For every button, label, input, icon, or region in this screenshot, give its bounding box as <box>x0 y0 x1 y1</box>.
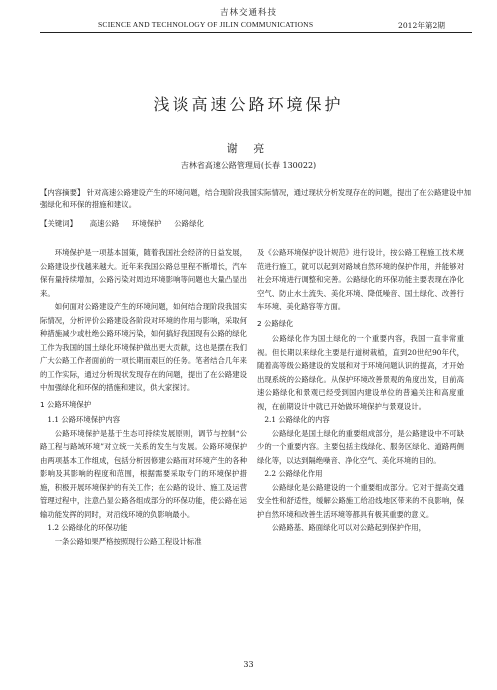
body-paragraph: 公路绿化是公路建设的一个重要组成部分。它对于提高交通安全性和舒适性，缓解公路施工给沿线地区带来的不良影响，保护自然环境和改善生活环境等都具有极其重要的意义。 <box>257 482 464 519</box>
author-affiliation: 吉林省高速公路管理局(长春 130022) <box>180 161 317 170</box>
journal-name-cn: 吉林交通科技 <box>219 8 277 18</box>
header-rule <box>40 32 472 33</box>
subsection-heading: 1.2 公路绿化的环保功能 <box>47 523 128 532</box>
keyword: 公路绿化 <box>174 219 204 228</box>
keywords-label: 【关键词】 <box>40 219 77 228</box>
body-paragraph: 如何面对公路建设产生的环境问题，如何结合现阶段我国实际情况，分析评价公路建设各阶段对环境的作用与影响，采取何种措施减少或杜绝公路环境污染，如何搞好我国现有公路的绿化工作为我国的国土绿化环境保护做出更大贡献，这也是摆在我们广大公路工作者面前的一项长期而艰巨的任务。笔者结合几年来的工作实际，通过分析现状发现存在的问题，提出了在公路建设中加强绿化和环保的措施和建议，供大家探讨。 <box>40 302 247 392</box>
body-column-right <box>257 246 464 535</box>
issue-label: 2012年第2期 <box>398 21 445 30</box>
keyword: 高速公路 <box>89 219 120 228</box>
body-paragraph: 一条公路如果严格按照现行公路工程设计标准 <box>54 536 202 546</box>
subsection-heading: 2.1 公路绿化的内容 <box>264 415 330 424</box>
body-paragraph: 环境保护是一项基本国策，随着我国社会经济的日益发展，公路建设步伐越来越大。近年来我国公路总里程不断增长，汽车保有量持续增加，公路污染对周边环境影响等问题也大量凸显出来。 <box>40 248 247 298</box>
body-paragraph: 公路路基、路面绿化可以对公路起到保护作用， <box>271 523 426 532</box>
section-heading: 1 公路环境保护 <box>40 399 92 409</box>
abstract-text: 针对高速公路建设产生的环境问题，结合现阶段我国实际情况，通过现状分析发现存在的问题，提出了在公路建设中加强绿化和环保的措施和建议。 <box>40 188 472 209</box>
body-column-left <box>40 246 247 548</box>
body-paragraph: 公路绿化作为国土绿化的一个重要内容，我国一直非常重视。但长期以来绿化主要是行道树栽植，直到20世纪90年代，随着高等级公路建设的发展和对于环境问题认识的提高，才开始出现系统的公路绿化。从保护环境改善景观的角度出发，目前高速公路绿化和景观已经受到国内建设单位的普遍关注和高度重视，在前期设计中就已开始做环境保护与景观设计。 <box>257 334 464 411</box>
subsection-heading: 1.1 公路环境保护内容 <box>47 415 121 424</box>
section-heading: 2 公路绿化 <box>257 318 294 328</box>
abstract-label: 【内容摘要】 <box>40 188 85 197</box>
body-paragraph: 公路环境保护是基于生态可持续发展原则，调节与控制“公路工程与路域环境”对立统一关系的发生与发展。公路环境保护由两项基本工作组成，包括分析因修建公路而对环境产生的各种影响及其影响的程度和范围，根据需要采取专门的环境保护措施，积极开展环境保护的有关工作；在公路的设计、施工及运营管理过程中，注意凸显公路各组成部分的环保功能，使公路在运输功能发挥的同时，对沿线环境的负影响最小。 <box>40 428 247 519</box>
article-title: 浅谈高速公路环境保护 <box>153 95 344 114</box>
body-paragraph: 公路绿化是国土绿化的重要组成部分，是公路建设中不可缺少的一个重要内容。主要包括主线绿化、服务区绿化、道路两侧绿化等，以达到隔绝噪音、净化空气、美化环境的目的。 <box>257 428 464 465</box>
article-author: 谢 亮 <box>226 142 271 155</box>
abstract <box>40 187 472 210</box>
keywords <box>40 218 472 229</box>
subsection-heading: 2.2 公路绿化作用 <box>264 469 323 478</box>
page-number: 33 <box>243 660 254 669</box>
keyword: 环境保护 <box>131 219 162 228</box>
body-paragraph: 及《公路环境保护设计规范》进行设计，按公路工程施工技术规范进行施工，就可以起到对路域自然环境的保护作用，并能够对社会环境进行调整和完善。公路绿化的环保功能主要表现在净化空气、防止水土流失、美化环境、降低噪音、国土绿化、改善行车环境、美化路容等方面。 <box>257 248 464 311</box>
journal-name-en: SCIENCE AND TECHNOLOGY OF JILIN COMMUNICATIONS <box>98 20 314 29</box>
